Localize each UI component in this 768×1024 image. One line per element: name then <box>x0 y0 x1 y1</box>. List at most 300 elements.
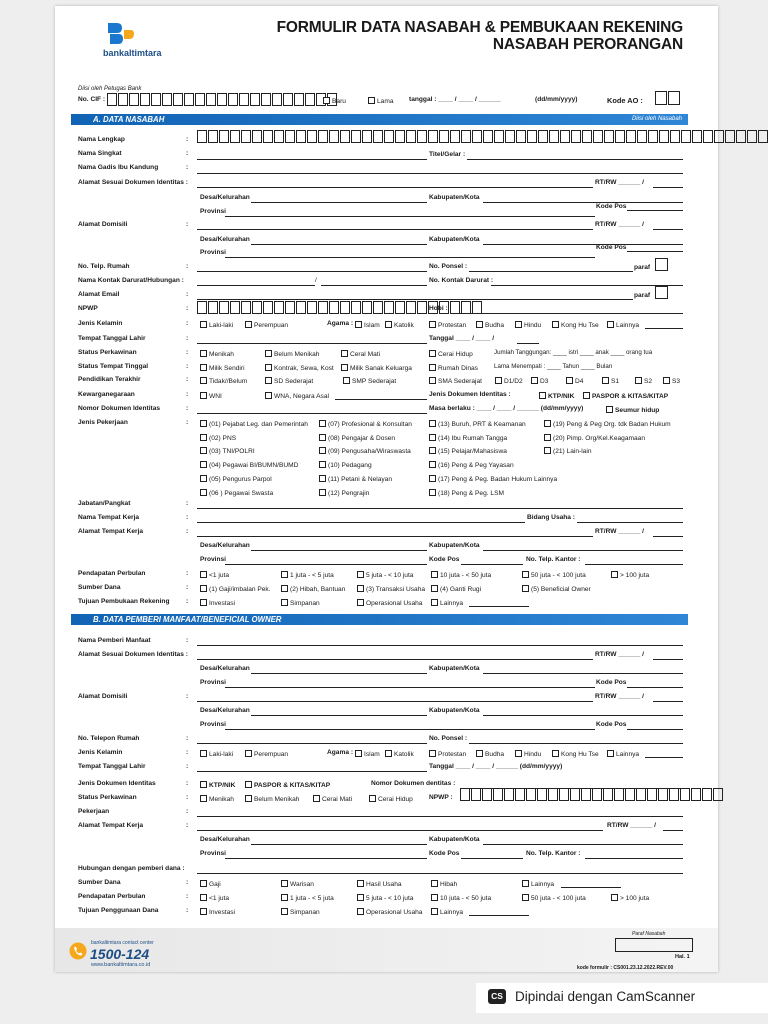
kodepos-label: Kode Pos <box>429 850 460 857</box>
opt-pekerjaan-08[interactable]: (08) Pengajar & Dosen <box>319 434 395 443</box>
label-nama-lengkap: Nama Lengkap <box>78 136 125 143</box>
desa-field[interactable] <box>251 550 427 551</box>
opt-smp[interactable]: SMP Sederajat <box>343 377 396 386</box>
prov-field[interactable] <box>225 858 427 859</box>
kab-label: Kabupaten/Kota <box>429 836 480 843</box>
opt-menikah-b[interactable]: Menikah <box>200 795 234 804</box>
label-telp-rumah-b: No. Telepon Rumah <box>78 735 140 742</box>
label-nama-singkat: Nama Singkat <box>78 150 122 157</box>
opt-sumber-hibah[interactable]: Hibah <box>431 880 457 889</box>
prov-label: Provinsi <box>200 850 227 857</box>
label-pendidikan: Pendidikan Terakhir <box>78 376 141 383</box>
opt-konghucu[interactable]: Kong Hu Tse <box>552 321 599 330</box>
camscanner-icon: CS <box>488 989 506 1004</box>
opt-konghucu-b[interactable]: Kong Hu Tse <box>552 750 599 759</box>
opt-milik-sendiri[interactable]: Milik Sendiri <box>200 364 245 373</box>
npwp-b-label: NPWP : <box>429 794 453 801</box>
opt-pendapatan-5[interactable]: 50 juta - < 100 juta <box>522 571 586 580</box>
opt-katolik[interactable]: Katolik <box>385 321 414 330</box>
form-code: kode formulir : CS001.23.12.2022.REV.00 <box>577 965 674 971</box>
section-a-header: A. DATA NASABAH Diisi oleh Nasabah <box>71 114 688 125</box>
agama-lainnya-b-field[interactable] <box>645 757 683 758</box>
prov-label: Provinsi <box>200 721 227 728</box>
tahun-lahir-field[interactable] <box>517 343 539 344</box>
opt-s2[interactable]: S2 <box>635 377 652 386</box>
opt-pekerjaan-13[interactable]: (13) Buruh, PRT & Keamanan <box>429 420 526 429</box>
kode-ao-boxes[interactable] <box>655 91 681 105</box>
kab-label: Kabupaten/Kota <box>429 707 480 714</box>
tanggal-lahir-b-field[interactable]: Tanggal ____ / ____ / ______ (dd/mm/yyyy) <box>429 763 563 770</box>
opt-sumber-3[interactable]: (3) Transaksi Usaha <box>357 585 425 594</box>
opt-tidak-belum[interactable]: Tidak//Belum <box>200 377 247 386</box>
colon: : <box>186 305 189 312</box>
rtrw-field[interactable] <box>653 536 683 537</box>
nomor-dokumen-b-label: Nomor Dokumen dentitas : <box>371 780 456 787</box>
tempat-lahir-b-field[interactable] <box>197 771 427 772</box>
opt-budha[interactable]: Budha <box>476 321 504 330</box>
cif-boxes[interactable] <box>107 93 338 106</box>
ponsel-label: No. Ponsel : <box>429 735 468 742</box>
opt-d3[interactable]: D3 <box>531 377 548 386</box>
paraf-box[interactable] <box>655 286 668 299</box>
ponsel-b-field[interactable] <box>469 743 683 744</box>
opt-tujuan-simpanan[interactable]: Simpanan <box>281 599 320 608</box>
opt-pendapatan-b-5[interactable]: 50 juta - < 100 juta <box>522 894 586 903</box>
prov-label: Provinsi <box>200 556 227 563</box>
colon: : <box>186 598 189 605</box>
brand-name: bankaltimtara <box>103 48 162 58</box>
colon: : <box>186 150 189 157</box>
opt-pekerjaan-03[interactable]: (03) TNI/POLRI <box>200 447 255 456</box>
opt-belum-menikah-b[interactable]: Belum Menikah <box>245 795 299 804</box>
paraf-box[interactable] <box>655 258 668 271</box>
colon: : <box>186 136 189 143</box>
tempat-lahir-field[interactable] <box>197 343 427 344</box>
label-alamat-kerja-b: Alamat Tempat Kerja <box>78 822 144 829</box>
colon: : <box>186 349 189 356</box>
opt-pekerjaan-04[interactable]: (04) Pegawai BI/BUMN/BUMD <box>200 461 298 470</box>
label-jabatan: Jabatan/Pangkat <box>78 500 131 507</box>
rtrw-label: RT/RW ______ / <box>607 822 656 829</box>
kab-field[interactable] <box>483 202 683 203</box>
opt-sma[interactable]: SMA Sederajat <box>429 377 482 386</box>
colon: : <box>186 335 189 342</box>
pekerjaan-b-field[interactable] <box>197 816 683 817</box>
colon: : <box>186 500 189 507</box>
form-sheet <box>55 6 718 972</box>
label-sumber-dana: Sumber Dana <box>78 584 121 591</box>
opt-pekerjaan-01[interactable]: (01) Pejabat Leg. dan Pemerintah <box>200 420 308 429</box>
opt-cerai-mati[interactable]: Ceral Mati <box>341 350 380 359</box>
sumber-lainnya-field[interactable] <box>561 887 621 888</box>
opt-belum-menikah[interactable]: Belum Menikah <box>265 350 319 359</box>
agama-label: Agama : <box>327 749 354 756</box>
alamat-domisili-b-field[interactable] <box>197 701 593 702</box>
label-tujuan: Tujuan Pembukaan Rekening <box>78 598 170 605</box>
tanggal-field[interactable]: tanggal : ____ / ____ / ______ <box>409 96 501 103</box>
prov-label: Provinsi <box>200 208 227 215</box>
opt-seumur-hidup[interactable]: Seumur hidup <box>606 406 659 415</box>
opt-pendapatan-6[interactable]: > 100 juta <box>611 571 649 580</box>
opt-pendapatan-b-3[interactable]: 5 juta - < 10 juta <box>357 894 413 903</box>
desa-field[interactable] <box>251 844 427 845</box>
label-pendapatan: Pendapatan Perbulan <box>78 570 146 577</box>
opt-tujuan-operasional[interactable]: Operasional Usaha <box>357 599 422 608</box>
opt-budha-b[interactable]: Budha <box>476 750 504 759</box>
opt-paspor-b[interactable]: PASPOR & KITAS/KITAP <box>245 781 330 790</box>
rtrw-label: RT/RW ______ / <box>595 528 644 535</box>
kontak-darurat-field[interactable] <box>197 285 315 286</box>
opt-laki-laki[interactable]: Laki-laki <box>200 321 233 330</box>
kodepos-field[interactable] <box>627 729 683 730</box>
opt-pekerjaan-14[interactable]: (14) Ibu Rumah Tangga <box>429 434 507 443</box>
label-pendapatan-b: Pendapatan Perbulan <box>78 893 146 900</box>
opt-sumber-hasil-usaha[interactable]: Hasil Usaha <box>357 880 402 889</box>
masa-berlaku-field[interactable]: Masa berlaku : ____ / ____ / ______ (dd/mm/yyyy) <box>429 405 584 412</box>
colon: : <box>186 376 189 383</box>
label-alamat-kerja: Alamat Tempat Kerja <box>78 528 144 535</box>
rtrw-field[interactable] <box>653 659 683 660</box>
prov-label: Provinsi <box>200 249 227 256</box>
desa-label: Desa/Kelurahan <box>200 707 250 714</box>
kodepos-label: Kode Pos <box>596 203 627 210</box>
opt-wna[interactable]: WNA, Negara Asal <box>265 392 329 401</box>
label-telp-rumah: No. Telp. Rumah <box>78 263 130 270</box>
alamat-domisili-field[interactable] <box>197 229 593 230</box>
rtrw-label: RT/RW ______ / <box>595 221 644 228</box>
opt-d1d2[interactable]: D1/D2 <box>495 377 523 386</box>
label-ttl-b: Tempat Tanggal Lahir <box>78 763 146 770</box>
page-footer <box>55 928 718 972</box>
alamat-kerja-field[interactable] <box>197 536 593 537</box>
colon: : <box>186 735 189 742</box>
label-ttl: Tempat Tanggal Lahir <box>78 335 146 342</box>
desa-label: Desa/Kelurahan <box>200 236 250 243</box>
opt-katolik-b[interactable]: Katolik <box>385 750 414 759</box>
opt-cerai-mati-b[interactable]: Cerai Mati <box>313 795 352 804</box>
prov-field[interactable] <box>225 257 595 258</box>
hubungan-field[interactable] <box>321 285 427 286</box>
rtrw-label: RT/RW ______ / <box>595 651 644 658</box>
desa-label: Desa/Kelurahan <box>200 542 250 549</box>
opt-perempuan[interactable]: Perempuan <box>245 321 288 330</box>
opt-pendapatan-b-4[interactable]: 10 juta - < 50 juta <box>431 894 491 903</box>
opt-menikah[interactable]: Menikah <box>200 350 234 359</box>
opt-sumber-lainnya[interactable]: Lainnya <box>522 880 554 889</box>
kab-label: Kabupaten/Kota <box>429 236 480 243</box>
form-subtitle: NASABAH PERORANGAN <box>492 36 683 53</box>
opt-ktp-b[interactable]: KTP/NIK <box>200 781 235 790</box>
label-pekerjaan-b: Pekerjaan <box>78 808 110 815</box>
opt-pekerjaan-15[interactable]: (15) Pelajar/Mahasiswa <box>429 447 507 456</box>
opt-tujuan-lainnya[interactable]: Lainnya <box>431 599 463 608</box>
tujuan-b-lainnya-field[interactable] <box>469 915 529 916</box>
opt-hindu[interactable]: Hindu <box>515 321 541 330</box>
label-alamat-domisili: Alamat Domisili <box>78 221 128 228</box>
contact-center-label: bankaltimtara contact center <box>91 940 154 946</box>
kodepos-field[interactable] <box>627 210 683 211</box>
kode-ao-label: Kode AO : <box>607 96 643 105</box>
opt-d4[interactable]: D4 <box>566 377 583 386</box>
contact-phone: 1500-124 <box>90 946 150 962</box>
telp-kantor-field[interactable] <box>585 564 683 565</box>
opt-sumber-gaji[interactable]: Gaji <box>200 880 221 889</box>
jenis-dokumen-label: Jenis Dokumen Identitas : <box>429 391 511 398</box>
tanggal-lahir-field[interactable]: Tanggal ____ / ____ / <box>429 335 495 342</box>
opt-sumber-1[interactable]: (1) Gaji/imbalan Pek. <box>200 585 271 594</box>
website[interactable]: www.bankaltimtara.co.id <box>91 962 151 968</box>
bidang-usaha-label: Bidang Usaha : <box>527 514 575 521</box>
ponsel-label: No. Ponsel : <box>429 263 468 270</box>
hobi-label: Hobi : <box>429 305 448 312</box>
label-hubungan: Hubungan dengan pemberi dana : <box>78 865 185 872</box>
kab-label: Kabupaten/Kota <box>429 542 480 549</box>
label-npwp: NPWP <box>78 305 98 312</box>
page-number: Hal. 1 <box>675 954 690 960</box>
opt-sanak-keluarga[interactable]: Milik Sanak Keluarga <box>341 364 412 373</box>
camscanner-text: Dipindai dengan CamScanner <box>515 989 696 1004</box>
label-jenis-dokumen-b: Jenis Dokumen Identitas <box>78 780 156 787</box>
kodepos-label: Kode Pos <box>596 244 627 251</box>
colon: : <box>186 570 189 577</box>
opt-hindu-b[interactable]: Hindu <box>515 750 541 759</box>
rtrw-label: RT/RW ______ / <box>595 179 644 186</box>
rtrw-field[interactable] <box>653 701 683 702</box>
kab-field[interactable] <box>483 550 683 551</box>
rtrw-field[interactable] <box>653 187 683 188</box>
prov-field[interactable] <box>225 564 427 565</box>
opt-perempuan-b[interactable]: Perempuan <box>245 750 288 759</box>
npwp-b-boxes[interactable] <box>460 788 724 801</box>
opt-tujuan-b-investasi[interactable]: Investasi <box>200 908 235 917</box>
opt-pendapatan-4[interactable]: 10 juta - < 50 juta <box>431 571 491 580</box>
opt-pekerjaan-09[interactable]: (09) Pengusaha/Wiraswasta <box>319 447 411 456</box>
opt-islam[interactable]: Islam <box>355 321 380 330</box>
opt-wni[interactable]: WNI <box>200 392 222 401</box>
kodepos-field[interactable] <box>627 687 683 688</box>
opt-pendapatan-b-1[interactable]: <1 juta <box>200 894 229 903</box>
opt-pekerjaan-10[interactable]: (10) Pedagang <box>319 461 372 470</box>
desa-field[interactable] <box>251 715 427 716</box>
opt-s3[interactable]: S3 <box>663 377 680 386</box>
nomor-dokumen-field[interactable] <box>197 413 427 414</box>
rtrw-field[interactable] <box>663 830 683 831</box>
kab-field[interactable] <box>483 715 683 716</box>
desa-field[interactable] <box>251 244 427 245</box>
colon: : <box>186 221 189 228</box>
date-format: (dd/mm/yyyy) <box>535 96 578 103</box>
colon: : <box>186 584 189 591</box>
alamat-identitas-b-field[interactable] <box>197 659 593 660</box>
paraf-nasabah-box[interactable] <box>615 938 693 952</box>
opt-tujuan-b-simpanan[interactable]: Simpanan <box>281 908 320 917</box>
colon: : <box>186 893 189 900</box>
kodepos-field[interactable] <box>461 858 523 859</box>
lama-menempati[interactable]: Lama Menempati : ____ Tahun ____ Bulan <box>494 363 613 370</box>
opt-sumber-2[interactable]: (2) Hibah, Bantuan <box>281 585 345 594</box>
opt-pekerjaan-16[interactable]: (16) Peng & Peg Yayasan <box>429 461 514 470</box>
label-pemberi-manfaat: Nama Pemberi Manfaat <box>78 637 151 644</box>
section-b-header: B. DATA PEMBERI MANFAAT/BENEFICIAL OWNER <box>71 614 688 625</box>
telp-kantor-label: No. Telp. Kantor : <box>526 850 581 857</box>
tempat-kerja-field[interactable] <box>197 522 525 523</box>
label-email: Alamat Email <box>78 291 120 298</box>
opt-sd[interactable]: SD Sederajat <box>265 377 313 386</box>
colon: : <box>186 391 189 398</box>
opt-pendapatan-b-2[interactable]: 1 juta - < 5 juta <box>281 894 334 903</box>
opt-lainnya[interactable]: Lainnya <box>607 321 639 330</box>
kodepos-label: Kode Pos <box>596 679 627 686</box>
opt-pekerjaan-12[interactable]: (12) Pengrajin <box>319 489 369 498</box>
opt-cerai-hidup-b[interactable]: Cerai Hidup <box>369 795 413 804</box>
label-alamat-identitas-b: Alamat Sesuai Dokumen Identitas : <box>78 651 188 658</box>
opt-pekerjaan-21[interactable]: (21) Lain-lain <box>544 447 591 456</box>
cif-label: No. CIF : <box>78 96 106 103</box>
telp-rumah-field[interactable] <box>197 271 427 272</box>
tujuan-lainnya-field[interactable] <box>469 606 529 607</box>
label-ibu-kandung: Nama Gadis Ibu Kandung <box>78 164 159 171</box>
opt-pekerjaan-20[interactable]: (20) Pimp. Org/Kel.Keagamaan <box>544 434 645 443</box>
colon: : <box>186 363 189 370</box>
negara-asal-field[interactable] <box>335 399 427 400</box>
bank-logo <box>105 21 135 50</box>
nama-singkat-field[interactable] <box>197 159 427 160</box>
jabatan-field[interactable] <box>197 508 683 509</box>
colon: : <box>186 419 189 426</box>
prov-field[interactable] <box>225 729 595 730</box>
opt-sumber-warisan[interactable]: Warisan <box>281 880 314 889</box>
titel-field[interactable] <box>467 159 683 160</box>
telp-kantor-label: No. Telp. Kantor : <box>526 556 581 563</box>
colon: : <box>186 164 189 171</box>
opt-sumber-5[interactable]: (5) Beneficial Owner <box>522 585 591 594</box>
opt-tujuan-investasi[interactable]: Investasi <box>200 599 235 608</box>
form-title: FORMULIR DATA NASABAH & PEMBUKAAN REKENING <box>276 19 683 36</box>
titel-label: Titel/Gelar : <box>429 151 466 158</box>
agama-label: Agama : <box>327 320 354 327</box>
opt-pekerjaan-06[interactable]: (06 ) Pegawai Swasta <box>200 489 273 498</box>
opt-pekerjaan-02[interactable]: (02) PNS <box>200 434 236 443</box>
opt-protestan[interactable]: Protestan <box>429 321 466 330</box>
baru-option[interactable]: Baru <box>323 97 346 106</box>
opt-cerai-hidup[interactable]: Cerai Hidup <box>429 350 473 359</box>
kab-field[interactable] <box>483 673 683 674</box>
colon: : <box>186 291 189 298</box>
hobi-field[interactable] <box>457 313 683 314</box>
pemberi-manfaat-field[interactable] <box>197 645 683 646</box>
kodepos-field[interactable] <box>627 251 683 252</box>
opt-s1[interactable]: S1 <box>602 377 619 386</box>
colon: : <box>186 263 189 270</box>
opt-sumber-4[interactable]: (4) Ganti Rugi <box>431 585 481 594</box>
kodepos-label: Kode Pos <box>596 721 627 728</box>
opt-pendapatan-3[interactable]: 5 juta - < 10 juta <box>357 571 413 580</box>
kab-field[interactable] <box>483 244 683 245</box>
telp-kantor-field[interactable] <box>585 858 683 859</box>
kodepos-field[interactable] <box>461 564 523 565</box>
opt-pekerjaan-05[interactable]: (05) Pengurus Parpol <box>200 475 272 484</box>
opt-pekerjaan-17[interactable]: (17) Peng & Peg. Badan Hukum Lainnya <box>429 475 557 484</box>
camscanner-watermark <box>476 983 768 1013</box>
kab-label: Kabupaten/Kota <box>429 194 480 201</box>
bidang-usaha-field[interactable] <box>577 522 683 523</box>
colon: : <box>186 822 189 829</box>
label-status-perkawinan-b: Status Perkawinan <box>78 794 137 801</box>
opt-tujuan-b-lainnya[interactable]: Lainnya <box>431 908 463 917</box>
kodepos-label: Kode Pos <box>429 556 460 563</box>
paraf-nasabah-label: Paraf Nasabah <box>632 931 666 937</box>
prov-field[interactable] <box>225 687 595 688</box>
opt-laki-laki-b[interactable]: Laki-laki <box>200 750 233 759</box>
email-field[interactable] <box>197 299 633 300</box>
opt-lainnya-b[interactable]: Lainnya <box>607 750 639 759</box>
jumlah-tanggungan[interactable]: Jumlah Tanggungan: ____ istri ____ anak ____ orang tua <box>494 349 653 356</box>
opt-pendapatan-b-6[interactable]: > 100 juta <box>611 894 649 903</box>
phone-icon <box>69 942 87 965</box>
desa-field[interactable] <box>251 673 427 674</box>
opt-ktp[interactable]: KTP/NIK <box>539 392 574 401</box>
alamat-kerja-b-field[interactable] <box>197 830 603 831</box>
colon: : <box>186 749 189 756</box>
alamat-identitas-field[interactable] <box>197 187 593 188</box>
desa-label: Desa/Kelurahan <box>200 665 250 672</box>
lama-option[interactable]: Lama <box>368 97 394 106</box>
colon: : <box>186 780 189 787</box>
colon: : <box>186 320 189 327</box>
rtrw-label: RT/RW ______ / <box>595 693 644 700</box>
desa-label: Desa/Kelurahan <box>200 194 250 201</box>
opt-pekerjaan-19[interactable]: (19) Peng & Peg Org. tdk Badan Hukum <box>544 420 671 429</box>
colon: : <box>186 637 189 644</box>
prov-label: Provinsi <box>200 679 227 686</box>
opt-pekerjaan-11[interactable]: (11) Petani & Nelayan <box>319 475 392 484</box>
desa-field[interactable] <box>251 202 427 203</box>
label-jenis-kelamin-b: Jenis Kelamin <box>78 749 123 756</box>
colon: : <box>186 514 189 521</box>
opt-rumah-dinas[interactable]: Rumah Dinas <box>429 364 478 373</box>
telp-rumah-b-field[interactable] <box>197 743 427 744</box>
label-alamat-domisili-b: Alamat Domisili <box>78 693 128 700</box>
opt-kontrak[interactable]: Kontrak, Sewa, Kost <box>265 364 334 373</box>
label-sumber-dana-b: Sumber Dana <box>78 879 121 886</box>
opt-islam-b[interactable]: Islam <box>355 750 380 759</box>
opt-protestan-b[interactable]: Protestan <box>429 750 466 759</box>
colon: : <box>186 528 189 535</box>
opt-paspor[interactable]: PASPOR & KITAS/KITAP <box>583 392 668 401</box>
ponsel-field[interactable] <box>469 271 633 272</box>
rtrw-field[interactable] <box>653 229 683 230</box>
opt-pekerjaan-07[interactable]: (07) Profesional & Konsultan <box>319 420 412 429</box>
hubungan-field[interactable] <box>197 873 683 874</box>
opt-pekerjaan-18[interactable]: (18) Peng & Peg. LSM <box>429 489 504 498</box>
nama-lengkap-boxes[interactable] <box>197 130 768 143</box>
paraf-label: paraf <box>634 292 651 299</box>
bank-note: Diisi oleh Petugas Bank <box>78 86 142 92</box>
ibu-kandung-field[interactable] <box>197 173 683 174</box>
kab-field[interactable] <box>483 844 683 845</box>
opt-pendapatan-1[interactable]: <1 juta <box>200 571 229 580</box>
agama-lainnya-field[interactable] <box>645 328 683 329</box>
label-alamat-identitas: Alamat Sesuai Dokumen Identitas : <box>78 179 188 186</box>
opt-tujuan-b-operasional[interactable]: Operasional Usaha <box>357 908 422 917</box>
prov-field[interactable] <box>225 216 595 217</box>
label-kewarganegaraan: Kewarganegaraan <box>78 391 135 398</box>
opt-pendapatan-2[interactable]: 1 juta - < 5 juta <box>281 571 334 580</box>
colon: : <box>186 879 189 886</box>
desa-label: Desa/Kelurahan <box>200 836 250 843</box>
slash: / <box>315 277 317 284</box>
kab-label: Kabupaten/Kota <box>429 665 480 672</box>
